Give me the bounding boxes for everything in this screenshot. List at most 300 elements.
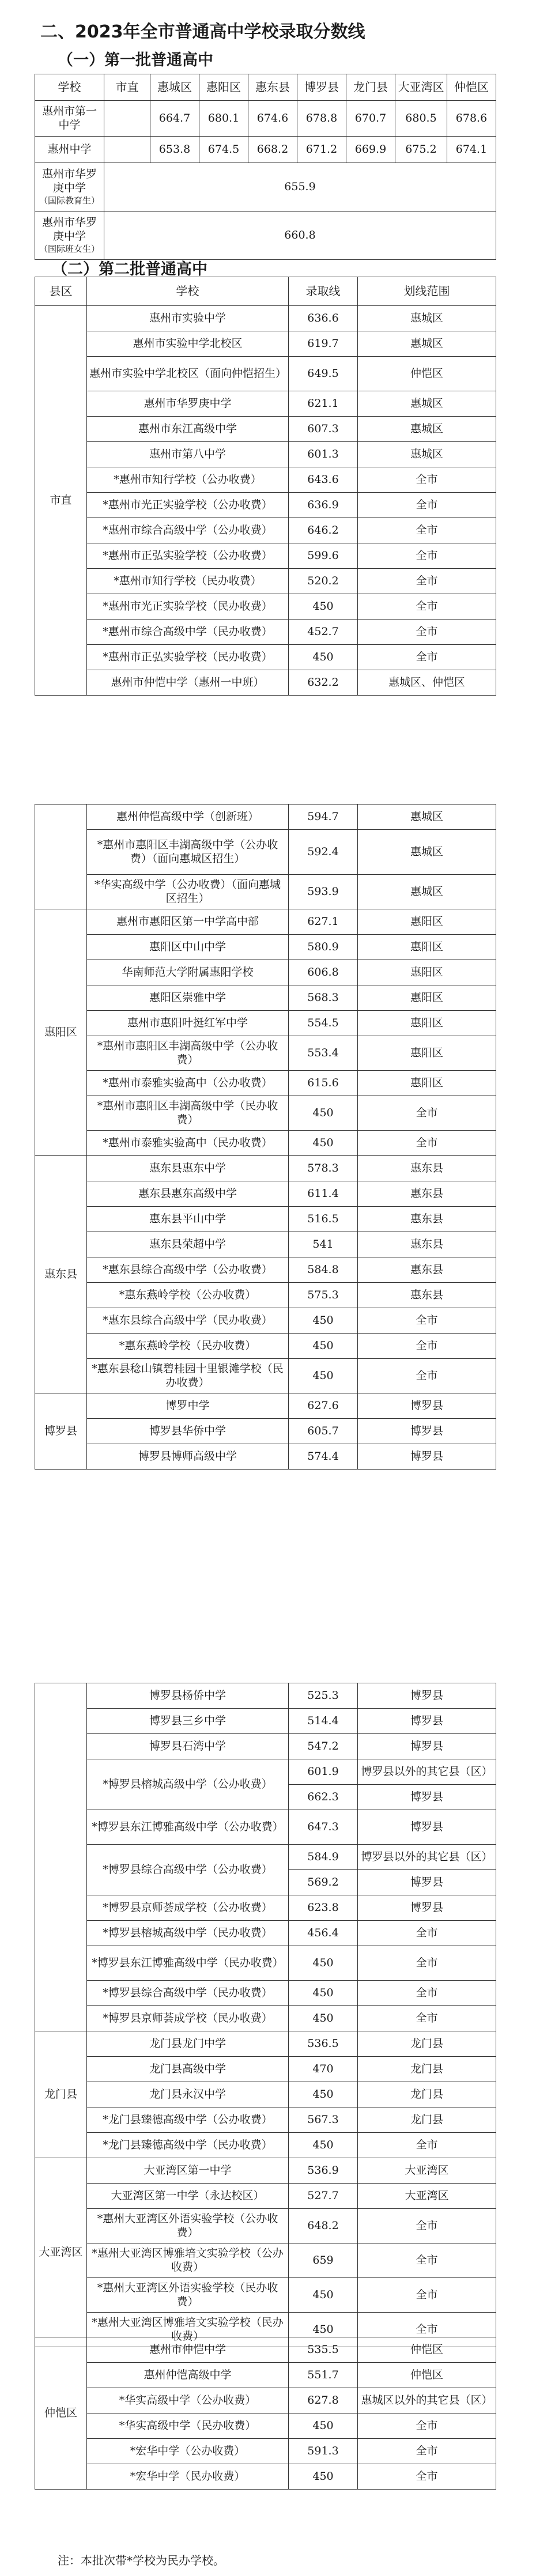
cutoff-score: 516.5 — [289, 1207, 358, 1232]
range-cell: 惠城区 — [358, 875, 496, 909]
range-cell: 全市 — [358, 1359, 496, 1393]
cutoff-score: 450 — [289, 2006, 358, 2031]
table-row — [35, 875, 496, 909]
table-row — [35, 518, 496, 543]
school-name: 惠东县平山中学 — [87, 1207, 289, 1232]
score-cell: 678.6 — [447, 101, 496, 137]
table-row — [35, 1232, 496, 1257]
range-cell: 惠阳区 — [358, 1011, 496, 1036]
school-name: *惠州市知行学校（公办收费） — [87, 467, 289, 493]
range-cell: 惠阳区 — [358, 1071, 496, 1096]
table-row — [35, 1334, 496, 1359]
school-name: *惠州市知行学校（民办收费） — [87, 569, 289, 594]
header-school: 学校 — [87, 277, 289, 306]
district-cell — [35, 804, 87, 909]
table-row — [35, 2413, 496, 2439]
school-name: *惠州市光正实验学校（公办收费） — [87, 493, 289, 518]
district-cell: 仲恺区 — [35, 2337, 87, 2490]
range-cell: 仲恺区 — [358, 2337, 496, 2363]
table-row — [35, 1283, 496, 1308]
table-row — [35, 1359, 496, 1393]
range-cell: 博罗县 — [358, 1734, 496, 1759]
school-name: 博罗县博师高级中学 — [87, 1444, 289, 1470]
range-cell: 龙门县 — [358, 2082, 496, 2107]
cutoff-score: 450 — [289, 1981, 358, 2006]
range-cell: 惠阳区 — [358, 1036, 496, 1071]
range-cell: 博罗县 — [358, 1444, 496, 1470]
school-name: 惠东县惠东中学 — [87, 1156, 289, 1181]
range-cell: 全市 — [358, 2133, 496, 2158]
cutoff-score: 605.7 — [289, 1419, 358, 1444]
cutoff-score: 452.7 — [289, 620, 358, 645]
score-cell: 674.6 — [248, 101, 297, 137]
table-row — [35, 1156, 496, 1181]
cutoff-score: 450 — [289, 645, 358, 670]
cutoff-score: 646.2 — [289, 518, 358, 543]
school-name: *博罗县东江博雅高级中学（公办收费） — [87, 1810, 289, 1845]
range-cell: 惠城区 — [358, 306, 496, 331]
cutoff-score: 607.3 — [289, 417, 358, 442]
school-name: 惠阳区崇雅中学 — [87, 985, 289, 1011]
cutoff-score: 584.9 — [289, 1845, 358, 1870]
table-row — [35, 1393, 496, 1419]
range-cell: 全市 — [358, 518, 496, 543]
cutoff-score: 606.8 — [289, 960, 358, 985]
school-name: 惠东县惠东高级中学 — [87, 1181, 289, 1207]
school-name: 博罗县三乡中学 — [87, 1709, 289, 1734]
school-name: *博罗县综合高级中学（公办收费） — [87, 1845, 289, 1895]
table-row — [35, 331, 496, 357]
cutoff-score: 450 — [289, 2464, 358, 2490]
table-row — [35, 163, 496, 211]
header-huidong: 惠东县 — [248, 74, 297, 101]
school-name: *惠东县综合高级中学（公办收费） — [87, 1257, 289, 1283]
school-name: 惠州市东江高级中学 — [87, 417, 289, 442]
table-row — [35, 467, 496, 493]
range-cell: 博罗县 — [358, 1810, 496, 1845]
range-cell: 全市 — [358, 2439, 496, 2464]
range-cell: 全市 — [358, 2464, 496, 2490]
school-name: 龙门县永汉中学 — [87, 2082, 289, 2107]
school-name: 龙门县高级中学 — [87, 2057, 289, 2082]
range-cell: 惠城区、仲恺区 — [358, 670, 496, 696]
header-boluo: 博罗县 — [297, 74, 346, 101]
school-name: 惠州市华罗庚中学 （国际班女生） — [35, 211, 104, 260]
school-name: *惠州大亚湾区博雅培文实验学校（民办收费） — [87, 2313, 289, 2347]
header-district: 县区 — [35, 277, 87, 306]
cutoff-score: 450 — [289, 2413, 358, 2439]
cutoff-score: 569.2 — [289, 1870, 358, 1895]
school-name: 博罗中学 — [87, 1393, 289, 1419]
range-cell: 全市 — [358, 493, 496, 518]
footnote: 注：本批次带*学校为民办学校。 — [58, 2554, 225, 2567]
table-row — [35, 1810, 496, 1845]
cutoff-score: 450 — [289, 2082, 358, 2107]
table-row — [35, 2209, 496, 2243]
cutoff-score: 520.2 — [289, 569, 358, 594]
range-cell: 惠东县 — [358, 1257, 496, 1283]
table-row — [35, 137, 496, 163]
school-name: 惠州仲恺高级中学（创新班） — [87, 804, 289, 830]
range-cell: 惠阳区 — [358, 935, 496, 960]
cutoff-score: 591.3 — [289, 2439, 358, 2464]
cutoff-score: 450 — [289, 2133, 358, 2158]
district-cell: 博罗县 — [35, 1393, 87, 1470]
range-cell: 惠东县 — [358, 1156, 496, 1181]
score-cell: 671.2 — [297, 137, 346, 163]
range-cell: 全市 — [358, 2278, 496, 2313]
score-cell: 668.2 — [248, 137, 297, 163]
cutoff-score: 527.7 — [289, 2184, 358, 2209]
range-cell: 博罗县 — [358, 1870, 496, 1895]
district-cell: 惠阳区 — [35, 909, 87, 1156]
school-name: 龙门县龙门中学 — [87, 2031, 289, 2057]
range-cell: 全市 — [358, 594, 496, 620]
table-row — [35, 1308, 496, 1334]
header-huiyang: 惠阳区 — [199, 74, 248, 101]
table-row — [35, 1444, 496, 1470]
cutoff-score: 621.1 — [289, 391, 358, 417]
school-name: *惠州市正弘实验学校（公办收费） — [87, 543, 289, 569]
cutoff-score: 599.6 — [289, 543, 358, 569]
cutoff-score: 470 — [289, 2057, 358, 2082]
school-name: *惠州市泰雅实验高中（民办收费） — [87, 1131, 289, 1156]
school-name: 惠州市第八中学 — [87, 442, 289, 467]
table-row — [35, 391, 496, 417]
district-cell: 龙门县 — [35, 2031, 87, 2158]
table-row — [35, 2006, 496, 2031]
cutoff-score: 450 — [289, 1131, 358, 1156]
range-cell: 全市 — [358, 2243, 496, 2278]
header-dayawan: 大亚湾区 — [395, 74, 447, 101]
range-cell: 博罗县 — [358, 1785, 496, 1810]
range-cell: 全市 — [358, 1981, 496, 2006]
range-cell: 全市 — [358, 543, 496, 569]
school-name: *惠州市惠阳区丰湖高级中学（民办收费） — [87, 1096, 289, 1131]
second-batch-table-part2 — [35, 804, 496, 1470]
range-cell: 惠城区以外的其它县（区） — [358, 2388, 496, 2413]
table-row — [35, 2184, 496, 2209]
school-name: 惠州市仲恺中学 — [87, 2337, 289, 2363]
table-row — [35, 357, 496, 391]
cutoff-score: 567.3 — [289, 2107, 358, 2133]
table-row — [35, 960, 496, 985]
cutoff-score: 648.2 — [289, 2209, 358, 2243]
score-cell: 674.1 — [447, 137, 496, 163]
range-cell: 博罗县 — [358, 1393, 496, 1419]
score-cell: 674.5 — [199, 137, 248, 163]
table-row — [35, 2057, 496, 2082]
table-row — [35, 2082, 496, 2107]
table-row — [35, 1683, 496, 1709]
school-name: *博罗县榕城高级中学（公办收费） — [87, 1759, 289, 1810]
school-name: *华实高级中学（公办收费）（面向惠城区招生） — [87, 875, 289, 909]
school-name: *惠东燕岭学校（公办收费） — [87, 1283, 289, 1308]
range-cell: 全市 — [358, 1131, 496, 1156]
table-row — [35, 985, 496, 1011]
school-name: *惠州市综合高级中学（公办收费） — [87, 518, 289, 543]
table-row — [35, 543, 496, 569]
cutoff-score: 575.3 — [289, 1283, 358, 1308]
range-cell: 博罗县 — [358, 1683, 496, 1709]
range-cell: 惠东县 — [358, 1283, 496, 1308]
cutoff-score: 574.4 — [289, 1444, 358, 1470]
range-cell: 大亚湾区 — [358, 2184, 496, 2209]
cutoff-score: 601.9 — [289, 1759, 358, 1785]
school-name: *博罗县京师荟成学校（民办收费） — [87, 2006, 289, 2031]
table-row — [35, 442, 496, 467]
table-row — [35, 101, 496, 137]
school-name: 惠州市第一中学 — [35, 101, 104, 137]
range-cell: 惠城区 — [358, 417, 496, 442]
range-cell: 全市 — [358, 2413, 496, 2439]
cutoff-score: 450 — [289, 1334, 358, 1359]
second-batch-table-part1 — [35, 277, 496, 696]
school-name: *惠州大亚湾区博雅培文实验学校（公办收费） — [87, 2243, 289, 2278]
range-cell: 仲恺区 — [358, 357, 496, 391]
section1-heading: （一）第一批普通高中 — [58, 51, 213, 69]
header-huicheng: 惠城区 — [150, 74, 199, 101]
school-name: *博罗县综合高级中学（民办收费） — [87, 1981, 289, 2006]
table-row — [35, 2243, 496, 2278]
school-name: 惠州市仲恺中学（惠州一中班） — [87, 670, 289, 696]
range-cell: 惠城区 — [358, 391, 496, 417]
page-title: 二、2023年全市普通高中学校录取分数线 — [40, 22, 365, 42]
cutoff-score: 636.6 — [289, 306, 358, 331]
table-row — [35, 1981, 496, 2006]
school-name: 博罗县华侨中学 — [87, 1419, 289, 1444]
cutoff-score: 615.6 — [289, 1071, 358, 1096]
range-cell: 惠城区 — [358, 830, 496, 875]
district-cell: 惠东县 — [35, 1156, 87, 1393]
score-cell: 680.5 — [395, 101, 447, 137]
range-cell: 全市 — [358, 1921, 496, 1946]
range-cell: 全市 — [358, 2006, 496, 2031]
range-cell: 博罗县 — [358, 1895, 496, 1921]
range-cell: 全市 — [358, 569, 496, 594]
cutoff-score: 619.7 — [289, 331, 358, 357]
cutoff-score: 450 — [289, 2313, 358, 2347]
range-cell: 全市 — [358, 467, 496, 493]
second-batch-table-part3 — [35, 1683, 496, 2347]
district-cell — [35, 1683, 87, 2031]
school-name: 大亚湾区第一中学 — [87, 2158, 289, 2184]
score-cell: 655.9 — [104, 163, 496, 211]
range-cell: 全市 — [358, 1096, 496, 1131]
cutoff-score: 536.9 — [289, 2158, 358, 2184]
range-cell: 全市 — [358, 2209, 496, 2243]
cutoff-score: 647.3 — [289, 1810, 358, 1845]
table-row — [35, 1734, 496, 1759]
range-cell: 全市 — [358, 1946, 496, 1981]
table-row — [35, 569, 496, 594]
cutoff-score: 450 — [289, 1308, 358, 1334]
cutoff-score: 592.4 — [289, 830, 358, 875]
table-row — [35, 2439, 496, 2464]
school-name: *华实高级中学（民办收费） — [87, 2413, 289, 2439]
score-cell — [104, 137, 150, 163]
school-name: 博罗县石湾中学 — [87, 1734, 289, 1759]
table-row — [35, 594, 496, 620]
table-row — [35, 1759, 496, 1785]
school-name: *博罗县东江博雅高级中学（民办收费） — [87, 1946, 289, 1981]
header-zhongkai: 仲恺区 — [447, 74, 496, 101]
table-row — [35, 1096, 496, 1131]
range-cell: 惠东县 — [358, 1232, 496, 1257]
table-row — [35, 1257, 496, 1283]
school-name: *惠东燕岭学校（民办收费） — [87, 1334, 289, 1359]
cutoff-score: 593.9 — [289, 875, 358, 909]
score-cell: 680.1 — [199, 101, 248, 137]
table-row — [35, 804, 496, 830]
range-cell: 全市 — [358, 1334, 496, 1359]
school-name: 大亚湾区第一中学（永达校区） — [87, 2184, 289, 2209]
table-row — [35, 2278, 496, 2313]
school-name: 惠州市惠阳叶挺红军中学 — [87, 1011, 289, 1036]
school-name: *惠州市惠阳区丰湖高级中学（公办收费）（面向惠城区招生） — [87, 830, 289, 875]
cutoff-score: 601.3 — [289, 442, 358, 467]
range-cell: 惠东县 — [358, 1181, 496, 1207]
section2-heading: （二）第二批普通高中 — [52, 260, 207, 278]
table-row — [35, 830, 496, 875]
table-row — [35, 2464, 496, 2490]
cutoff-score: 627.6 — [289, 1393, 358, 1419]
school-name: *惠东县综合高级中学（民办收费） — [87, 1308, 289, 1334]
header-range: 划线范围 — [358, 277, 496, 306]
cutoff-score: 450 — [289, 2278, 358, 2313]
school-name: *宏华中学（公办收费） — [87, 2439, 289, 2464]
table-row — [35, 1036, 496, 1071]
cutoff-score: 584.8 — [289, 1257, 358, 1283]
table-row — [35, 1419, 496, 1444]
cutoff-score: 514.4 — [289, 1709, 358, 1734]
cutoff-score: 627.8 — [289, 2388, 358, 2413]
cutoff-score: 662.3 — [289, 1785, 358, 1810]
cutoff-score: 611.4 — [289, 1181, 358, 1207]
school-name: *华实高级中学（公办收费） — [87, 2388, 289, 2413]
cutoff-score: 450 — [289, 1946, 358, 1981]
school-name: 惠州市实验中学北校区 — [87, 331, 289, 357]
school-name: 惠州市实验中学 — [87, 306, 289, 331]
cutoff-score: 623.8 — [289, 1895, 358, 1921]
score-cell: 669.9 — [346, 137, 395, 163]
school-name: *惠州大亚湾区外语实验学校（民办收费） — [87, 2278, 289, 2313]
school-name: 华南师范大学附属惠阳学校 — [87, 960, 289, 985]
header-longmen: 龙门县 — [346, 74, 395, 101]
school-name: *惠州市惠阳区丰湖高级中学（公办收费） — [87, 1036, 289, 1071]
table-row — [35, 493, 496, 518]
range-cell: 龙门县 — [358, 2057, 496, 2082]
school-name: 惠阳区中山中学 — [87, 935, 289, 960]
school-name: *惠东县稔山镇碧桂园十里银滩学校（民办收费） — [87, 1359, 289, 1393]
table-row — [35, 2031, 496, 2057]
cutoff-score: 580.9 — [289, 935, 358, 960]
cutoff-score: 554.5 — [289, 1011, 358, 1036]
score-cell: 664.7 — [150, 101, 199, 137]
cutoff-score: 649.5 — [289, 357, 358, 391]
score-cell: 675.2 — [395, 137, 447, 163]
cutoff-score: 627.1 — [289, 909, 358, 935]
table-row — [35, 1921, 496, 1946]
school-name: *龙门县臻德高级中学（民办收费） — [87, 2133, 289, 2158]
cutoff-score: 568.3 — [289, 985, 358, 1011]
cutoff-score: 525.3 — [289, 1683, 358, 1709]
table-row — [35, 2337, 496, 2363]
range-cell: 全市 — [358, 1308, 496, 1334]
table-row — [35, 670, 496, 696]
cutoff-score: 536.5 — [289, 2031, 358, 2057]
school-name: 惠州中学 — [35, 137, 104, 163]
cutoff-score: 632.2 — [289, 670, 358, 696]
table-row — [35, 1011, 496, 1036]
school-name: 惠东县荣超中学 — [87, 1232, 289, 1257]
district-cell: 市直 — [35, 306, 87, 696]
cutoff-score: 659 — [289, 2243, 358, 2278]
range-cell: 龙门县 — [358, 2031, 496, 2057]
cutoff-score: 450 — [289, 594, 358, 620]
cutoff-score: 541 — [289, 1232, 358, 1257]
first-batch-table — [35, 74, 496, 260]
range-cell: 惠东县 — [358, 1207, 496, 1232]
range-cell: 惠阳区 — [358, 909, 496, 935]
school-name: *惠州大亚湾区外语实验学校（公办收费） — [87, 2209, 289, 2243]
table-row — [35, 1071, 496, 1096]
school-name: 惠州仲恺高级中学 — [87, 2363, 289, 2388]
school-name: *惠州市综合高级中学（民办收费） — [87, 620, 289, 645]
table-row — [35, 1895, 496, 1921]
range-cell: 惠阳区 — [358, 985, 496, 1011]
table-row — [35, 1845, 496, 1870]
table-row — [35, 1946, 496, 1981]
header-school: 学校 — [35, 74, 104, 101]
score-cell — [104, 101, 150, 137]
score-cell: 653.8 — [150, 137, 199, 163]
table-row — [35, 2158, 496, 2184]
school-name: *龙门县臻德高级中学（公办收费） — [87, 2107, 289, 2133]
cutoff-score: 547.2 — [289, 1734, 358, 1759]
table-row — [35, 2363, 496, 2388]
school-name: 惠州市实验中学北校区（面向仲恺招生） — [87, 357, 289, 391]
table-row — [35, 211, 496, 260]
range-cell: 全市 — [358, 2313, 496, 2347]
range-cell: 博罗县 — [358, 1709, 496, 1734]
table-row — [35, 1207, 496, 1232]
score-cell: 678.8 — [297, 101, 346, 137]
cutoff-score: 643.6 — [289, 467, 358, 493]
school-name: 博罗县杨侨中学 — [87, 1683, 289, 1709]
table-row — [35, 2133, 496, 2158]
range-cell: 惠阳区 — [358, 960, 496, 985]
school-name: *宏华中学（民办收费） — [87, 2464, 289, 2490]
range-cell: 惠城区 — [358, 804, 496, 830]
cutoff-score: 450 — [289, 1359, 358, 1393]
district-cell: 大亚湾区 — [35, 2158, 87, 2347]
school-name: *惠州市泰雅实验高中（公办收费） — [87, 1071, 289, 1096]
school-name: *惠州市光正实验学校（民办收费） — [87, 594, 289, 620]
table-row — [35, 1709, 496, 1734]
cutoff-score: 636.9 — [289, 493, 358, 518]
school-name: 惠州市惠阳区第一中学高中部 — [87, 909, 289, 935]
school-name: 惠州市华罗庚中学 （国际教育生） — [35, 163, 104, 211]
cutoff-score: 594.7 — [289, 804, 358, 830]
school-name: 惠州市华罗庚中学 — [87, 391, 289, 417]
table-row — [35, 306, 496, 331]
school-name: *博罗县榕城高级中学（民办收费） — [87, 1921, 289, 1946]
cutoff-score: 450 — [289, 1096, 358, 1131]
table-row — [35, 2107, 496, 2133]
range-cell: 博罗县以外的其它县（区） — [358, 1759, 496, 1785]
range-cell: 全市 — [358, 620, 496, 645]
